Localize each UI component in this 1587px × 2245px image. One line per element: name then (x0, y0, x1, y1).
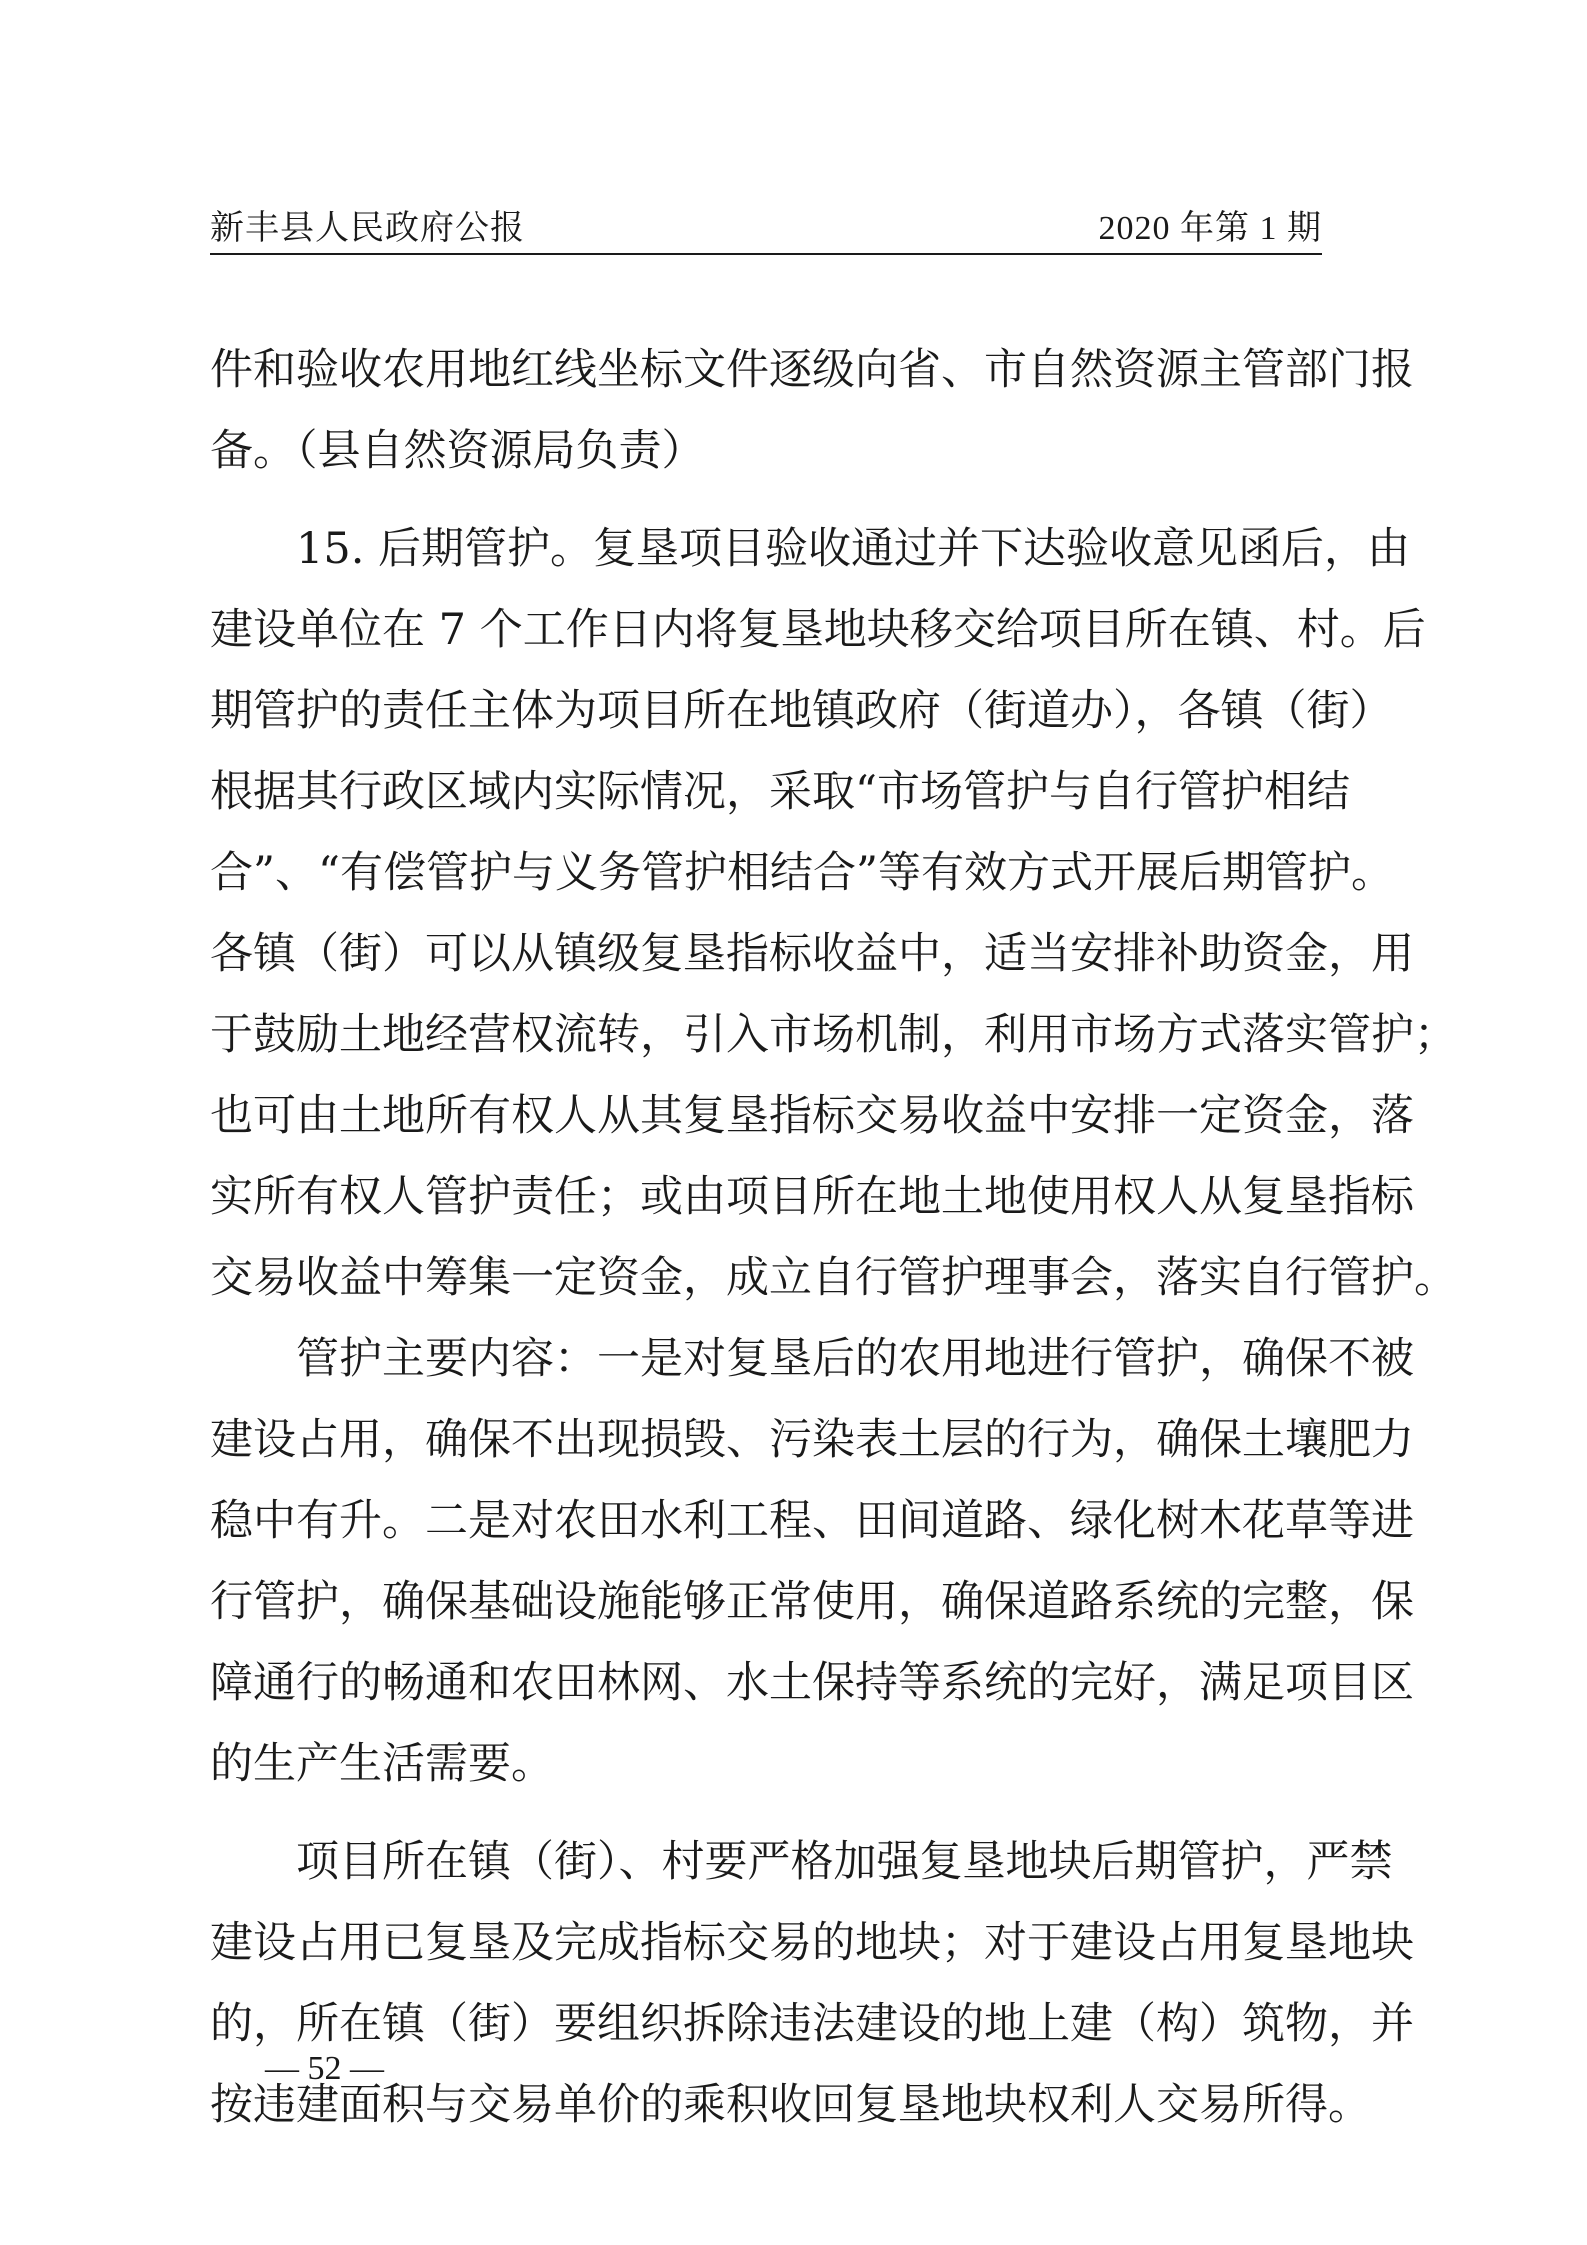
page-header (210, 205, 1322, 255)
text-line: 各镇（街）可以从镇级复垦指标收益中，适当安排补助资金，用 (210, 929, 1414, 979)
page-number: — 52 — (265, 2050, 384, 2087)
text-line: 备。（县自然资源局负责） (210, 426, 705, 476)
text-line: 的生产生活需要。 (210, 1739, 554, 1789)
text-line: 交易收益中筹集一定资金，成立自行管护理事会，落实自行管护。 (210, 1253, 1457, 1303)
text-line: 15. 后期管护。复垦项目验收通过并下达验收意见函后，由 (210, 524, 1411, 574)
text-line: 稳中有升。二是对农田水利工程、田间道路、绿化树木花草等进 (210, 1496, 1414, 1546)
publication-title: 新丰县人民政府公报 (210, 210, 525, 247)
text-line: 项目所在镇（街）、村要严格加强复垦地块后期管护，严禁 (210, 1837, 1393, 1887)
issue-number: 2020 年第 1 期 (1098, 210, 1322, 247)
body-text (210, 330, 1457, 2146)
text-line: 根据其行政区域内实际情况，采取“市场管护与自行管护相结 (210, 767, 1350, 817)
text-line: 障通行的畅通和农田林网、水土保持等系统的完好，满足项目区 (210, 1658, 1414, 1708)
text-line: 建设单位在 7 个工作日内将复垦地块移交给项目所在镇、村。后 (210, 605, 1426, 655)
text-line: 行管护，确保基础设施能够正常使用，确保道路系统的完整，保 (210, 1577, 1414, 1627)
text-line: 管护主要内容：一是对复垦后的农用地进行管护，确保不被 (210, 1334, 1414, 1384)
text-line: 建设占用，确保不出现损毁、污染表土层的行为，确保土壤肥力 (210, 1415, 1414, 1465)
text-line: 实所有权人管护责任；或由项目所在地土地使用权人从复垦指标 (210, 1172, 1414, 1222)
text-line: 合”、“有偿管护与义务管护相结合”等有效方式开展后期管护。 (210, 848, 1394, 898)
text-line: 期管护的责任主体为项目所在地镇政府（街道办），各镇（街） (210, 686, 1393, 736)
text-line: 建设占用已复垦及完成指标交易的地块；对于建设占用复垦地块 (210, 1918, 1414, 1968)
text-line: 于鼓励土地经营权流转，引入市场机制，利用市场方式落实管护； (210, 1010, 1457, 1060)
text-line: 按违建面积与交易单价的乘积收回复垦地块权利人交易所得。 (210, 2080, 1371, 2130)
text-line: 的，所在镇（街）要组织拆除违法建设的地上建（构）筑物，并 (210, 1999, 1414, 2049)
text-line: 也可由土地所有权人从其复垦指标交易收益中安排一定资金，落 (210, 1091, 1414, 1141)
text-line: 件和验收农用地红线坐标文件逐级向省、市自然资源主管部门报 (210, 345, 1414, 395)
